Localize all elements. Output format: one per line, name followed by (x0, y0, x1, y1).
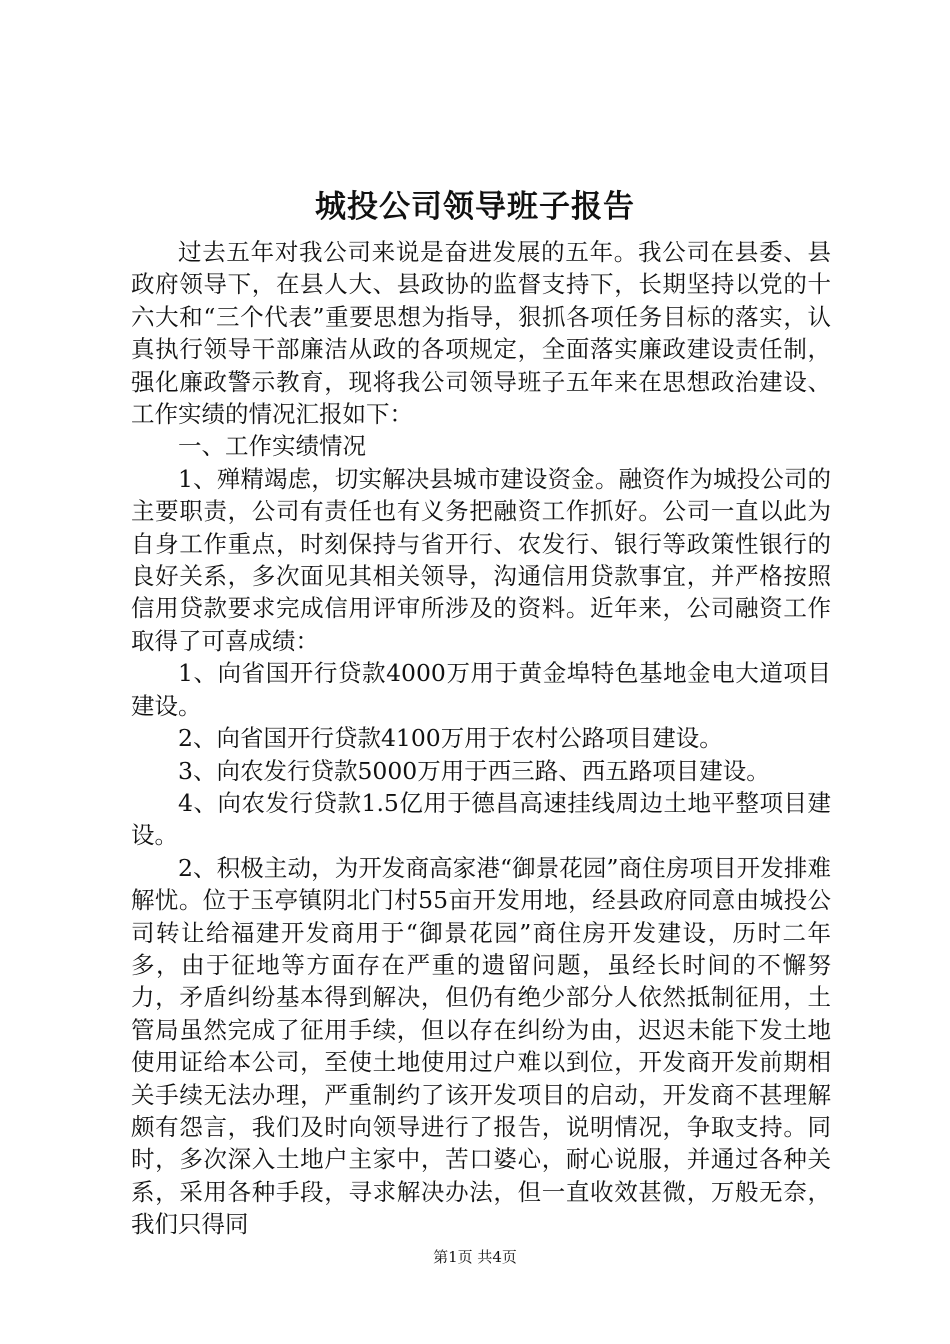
paragraph-financing: 1、殚精竭虑，切实解决县城市建设资金。融资作为城投公司的主要职责，公司有责任也有义务把融资工作抓好。公司一直以此为自身工作重点，时刻保持与省开行、农发行、银行等政策性银行的良好关系，多次面见其相关领导，沟通信用贷款事宜，并严格按照信用贷款要求完成信用评审所涉及的资料。近年来，公司融资工作取得了可喜成绩： (131, 464, 831, 655)
page-footer: 第1页 共4页 (433, 1248, 517, 1266)
document-body (131, 236, 831, 1241)
paragraph-developer: 2、积极主动，为开发商高家港“御景花园”商住房项目开发排难解忧。位于玉亭镇阴北门村55亩开发用地，经县政府同意由城投公司转让给福建开发商用于“御景花园”商住房开发建设，历时二年多，由于征地等方面存在严重的遗留问题，虽经长时间的不懈努力，矛盾纠纷基本得到解决，但仍有绝少部分人依然抵制征用，土管局虽然完成了征用手续，但以存在纠纷为由，迟迟未能下发土地使用证给本公司，至使土地使用过户难以到位，开发商开发前期相关手续无法办理，严重制约了该开发项目的启动，开发商不甚理解颇有怨言，我们及时向领导进行了报告，说明情况，争取支持。同时，多次深入土地户主家中，苦口婆心，耐心说服，并通过各种关系，采用各种手段，寻求解决办法，但一直收效甚微，万般无奈，我们只得同 (131, 853, 831, 1239)
list-item: 3、向农发行贷款5000万用于西三路、西五路项目建设。 (178, 756, 770, 785)
list-item: 1、向省国开行贷款4000万用于黄金埠特色基地金电大道项目建设。 (131, 659, 831, 720)
list-item: 2、向省国开行贷款4100万用于农村公路项目建设。 (178, 724, 723, 753)
section-heading: 一、工作实绩情况 (178, 432, 366, 461)
list-item: 4、向农发行贷款1.5亿用于德昌高速挂线周边土地平整项目建设。 (131, 788, 831, 850)
paragraph-intro: 过去五年对我公司来说是奋进发展的五年。我公司在县委、县政府领导下，在县人大、县政协的监督支持下，长期坚持以党的十六大和“三个代表”重要思想为指导，狠抓各项任务目标的落实，认真执行领导干部廉洁从政的各项规定，全面落实廉政建设责任制，强化廉政警示教育，现将我公司领导班子五年来在思想政治建设、工作实绩的情况汇报如下： (131, 238, 831, 429)
document-title: 城投公司领导班子报告 (315, 189, 635, 225)
